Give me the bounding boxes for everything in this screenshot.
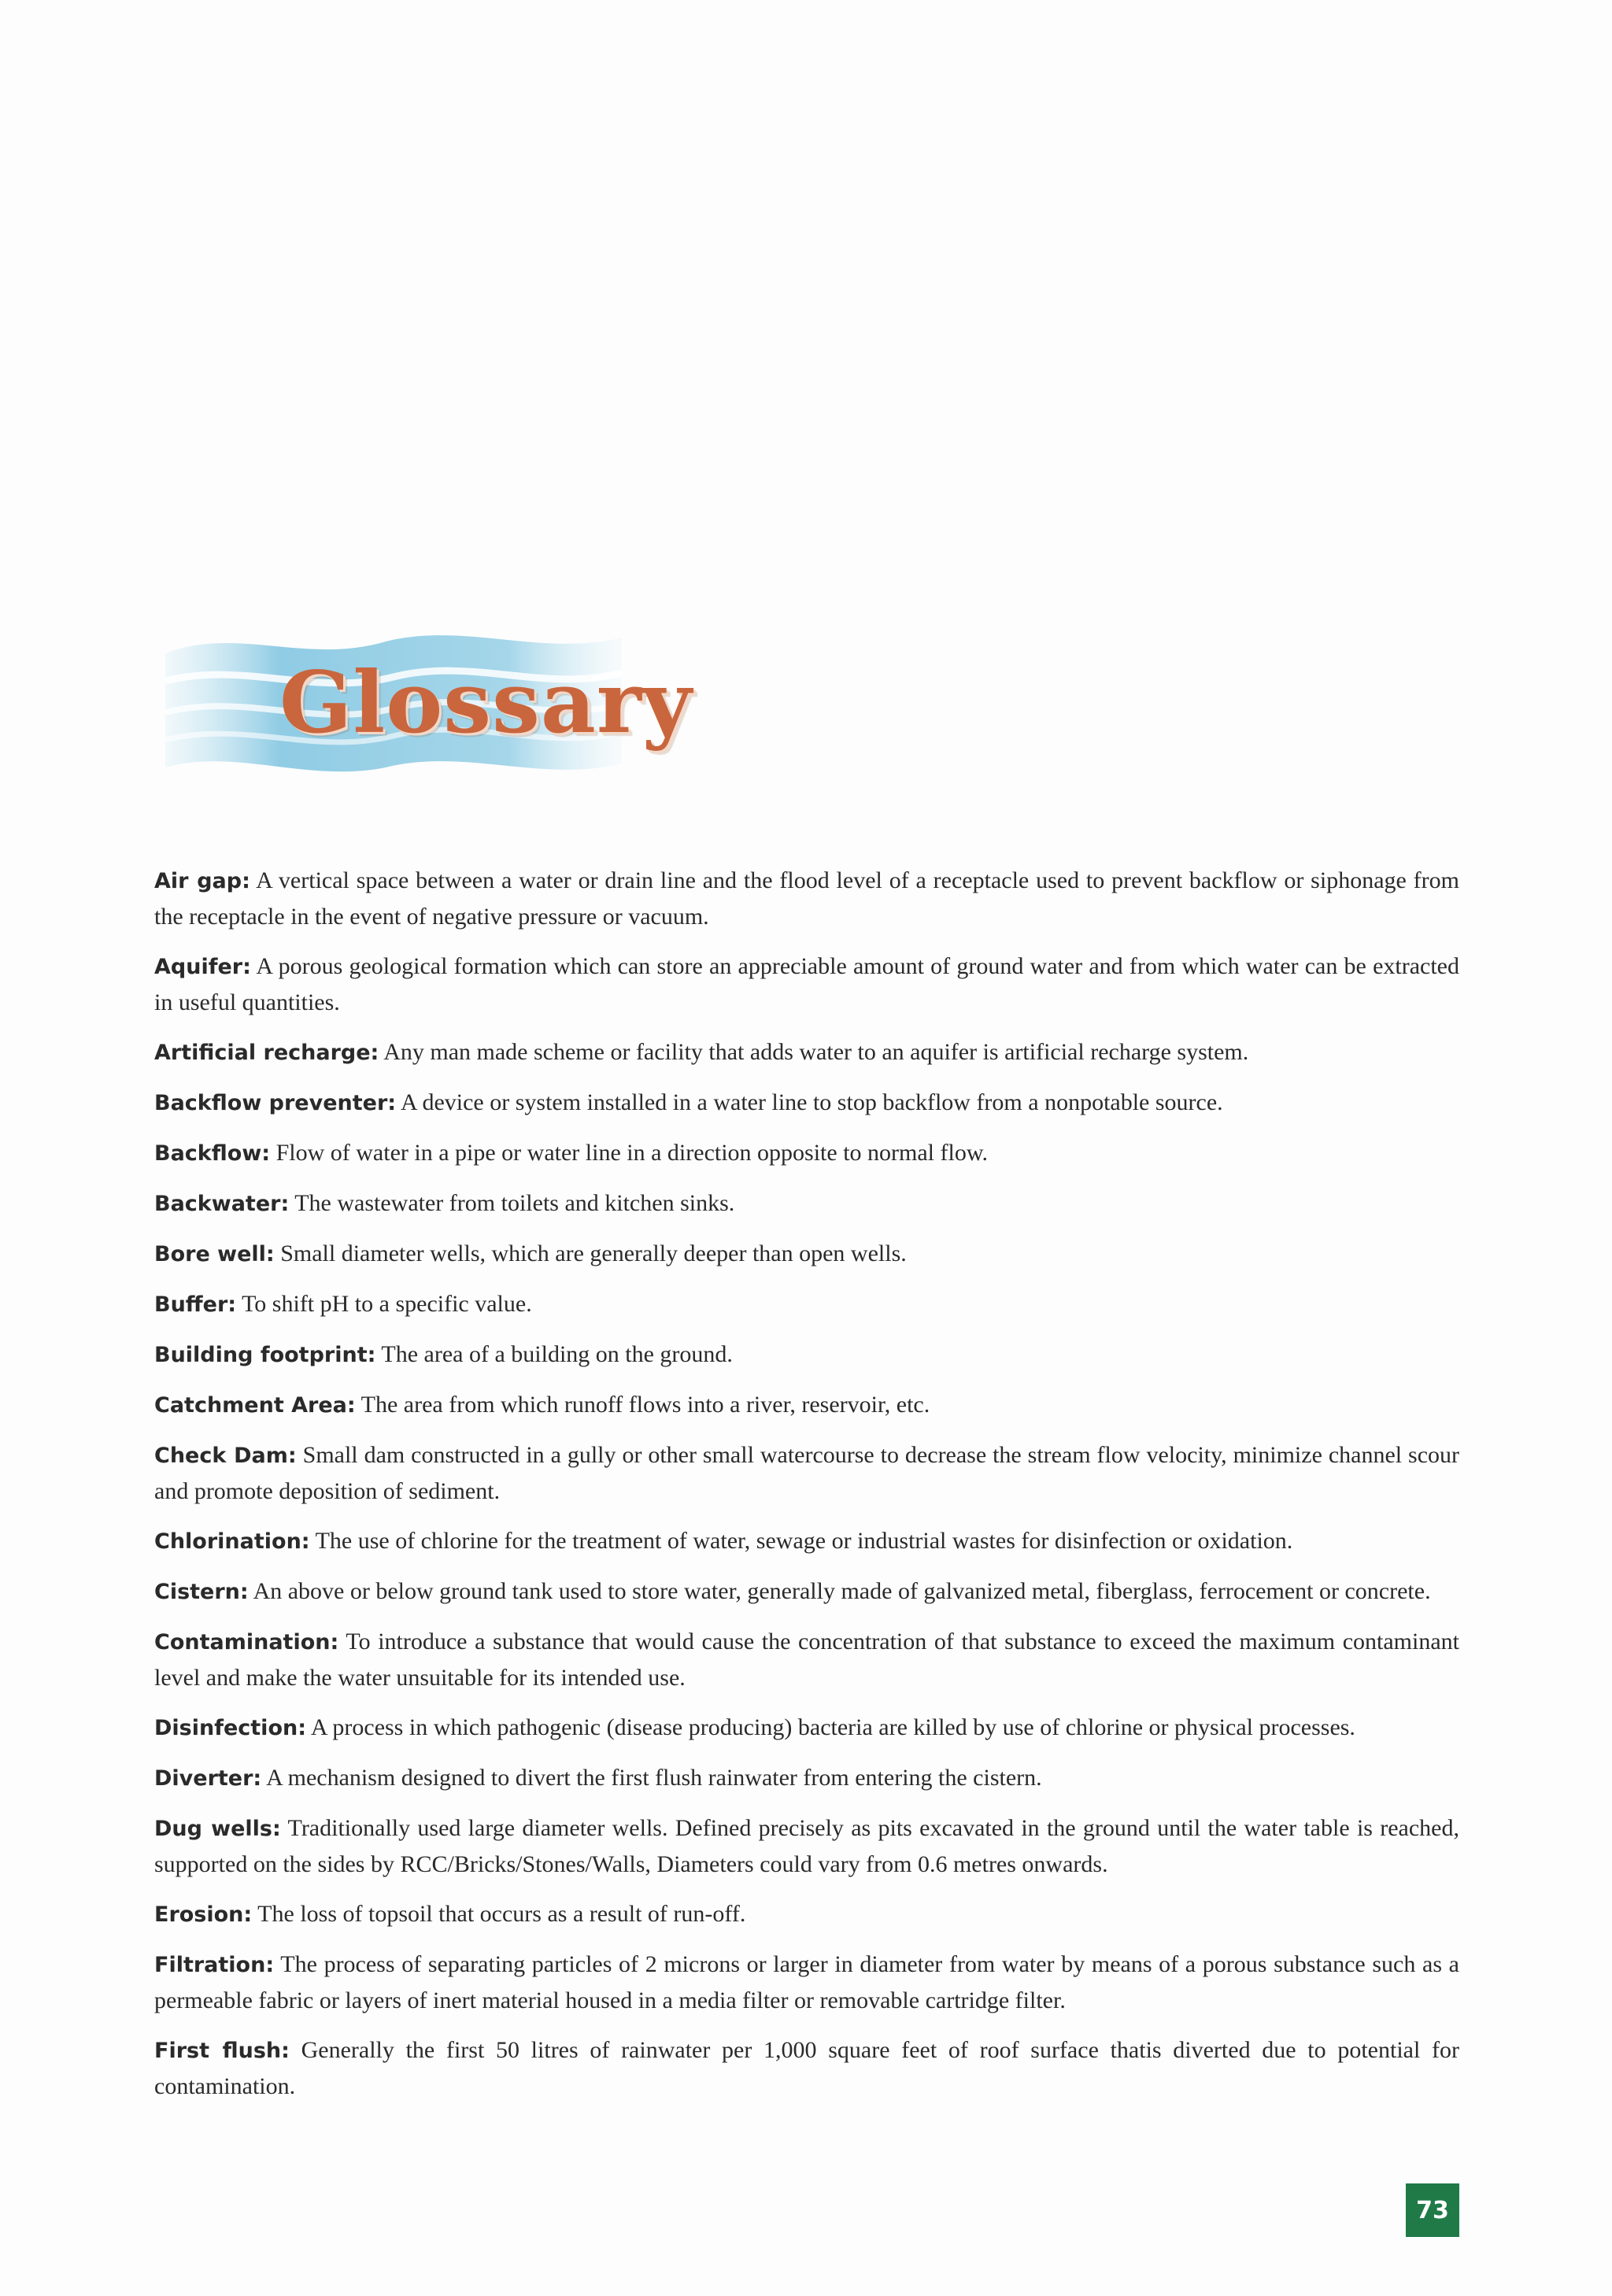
glossary-term: Buffer:	[154, 1292, 237, 1317]
glossary-entry	[154, 1387, 1459, 1423]
glossary-entry	[154, 1135, 1459, 1171]
glossary-entry	[154, 1523, 1459, 1559]
glossary-definition: Small diameter wells, which are generally deeper than open wells.	[280, 1240, 907, 1266]
glossary-definition: A vertical space between a water or drain line and the flood level of a receptacle used to prevent backflow or siphonage from the receptacle in the event of negative pressure or vacuum.	[154, 867, 1459, 930]
glossary-entry	[154, 1947, 1459, 2018]
glossary-term: Filtration:	[154, 1953, 275, 1977]
glossary-definition: Small dam constructed in a gully or other small watercourse to decrease the stream flow velocity, minimize channel scour and promote deposition of sediment.	[154, 1442, 1460, 1504]
glossary-term: Backflow preventer:	[154, 1091, 397, 1115]
glossary-entry	[154, 1286, 1459, 1322]
glossary-term: Disinfection:	[154, 1716, 307, 1740]
glossary-term: Check Dam:	[154, 1444, 297, 1468]
glossary-entry	[154, 1624, 1459, 1695]
page-number-badge: 73	[1406, 2183, 1459, 2237]
glossary-entry	[154, 1185, 1459, 1222]
glossary-term: Contamination:	[154, 1630, 339, 1655]
glossary-definition: The use of chlorine for the treatment of water, sewage or industrial wastes for disinfection or oxidation.	[315, 1528, 1293, 1554]
glossary-entry	[154, 1236, 1459, 1272]
glossary-term: Artificial recharge:	[154, 1041, 379, 1065]
glossary-term: Backwater:	[154, 1192, 290, 1216]
glossary-term: Cistern:	[154, 1580, 249, 1604]
glossary-definition: The loss of topsoil that occurs as a result of run-off.	[257, 1901, 746, 1927]
glossary-entry	[154, 1573, 1459, 1610]
glossary-entry	[154, 1437, 1459, 1509]
glossary-definition: The area from which runoff flows into a river, reservoir, etc.	[360, 1392, 930, 1418]
glossary-definition: A process in which pathogenic (disease producing) bacteria are killed by use of chlorine or physical processes.	[310, 1714, 1355, 1740]
glossary-definition: The process of separating particles of 2 microns or larger in diameter from water by means of a porous substance such as a permeable fabric or layers of inert material housed in a media filter or removable cartridge filter.	[154, 1951, 1459, 2013]
glossary-entry	[154, 948, 1459, 1020]
glossary-definition: A mechanism designed to divert the first flush rainwater from entering the cistern.	[266, 1765, 1042, 1791]
glossary-entry	[154, 2032, 1459, 2104]
glossary-term: Air gap:	[154, 869, 250, 893]
glossary-definition: An above or below ground tank used to store water, generally made of galvanized metal, fiberglass, ferrocement or concrete.	[253, 1578, 1431, 1604]
glossary-entry	[154, 1760, 1459, 1796]
glossary-definition: Any man made scheme or facility that adds water to an aquifer is artificial recharge system.	[383, 1039, 1249, 1065]
glossary-definition: A device or system installed in a water line to stop backflow from a nonpotable source.	[400, 1089, 1223, 1115]
glossary-entry	[154, 1337, 1459, 1373]
glossary-term: Diverter:	[154, 1766, 262, 1791]
glossary-entry	[154, 1085, 1459, 1121]
glossary-definition: To introduce a substance that would cause the concentration of that substance to exceed the maximum contaminant level and make the water unsuitable for its intended use.	[154, 1629, 1459, 1691]
glossary-term: Bore well:	[154, 1242, 275, 1266]
glossary-definition: A porous geological formation which can store an appreciable amount of ground water and from which water can be extracted in useful quantities.	[154, 953, 1459, 1015]
glossary-definition: Traditionally used large diameter wells. Defined precisely as pits excavated in the ground until the water table is reached, supported on the sides by RCC/Bricks/Stones/Walls, Diameters could vary from 0.6 metres onwards.	[154, 1815, 1459, 1877]
glossary-definition: The area of a building on the ground.	[381, 1341, 733, 1367]
glossary-banner	[150, 622, 693, 779]
glossary-term: First flush:	[154, 2039, 290, 2063]
glossary-entry	[154, 1034, 1459, 1070]
glossary-term: Dug wells:	[154, 1817, 281, 1841]
glossary-term: Chlorination:	[154, 1529, 310, 1554]
glossary-definition: Flow of water in a pipe or water line in a direction opposite to normal flow.	[275, 1140, 989, 1166]
glossary-term: Backflow:	[154, 1141, 271, 1166]
glossary-term: Aquifer:	[154, 955, 251, 979]
page-title: Glossary	[279, 653, 693, 752]
glossary-entry	[154, 863, 1459, 934]
glossary-definition: To shift pH to a specific value.	[242, 1291, 532, 1317]
glossary-term: Erosion:	[154, 1902, 253, 1927]
glossary-term: Catchment Area:	[154, 1393, 356, 1418]
glossary-definition: Generally the first 50 litres of rainwater per 1,000 square feet of roof surface thatis diverted due to potential for contamination.	[154, 2037, 1459, 2099]
glossary-entry	[154, 1810, 1459, 1882]
glossary-entry	[154, 1896, 1459, 1932]
glossary-term: Building footprint:	[154, 1343, 376, 1367]
glossary-entry	[154, 1710, 1459, 1746]
glossary-definition: The wastewater from toilets and kitchen sinks.	[294, 1190, 735, 1216]
glossary-list	[154, 863, 1459, 2118]
